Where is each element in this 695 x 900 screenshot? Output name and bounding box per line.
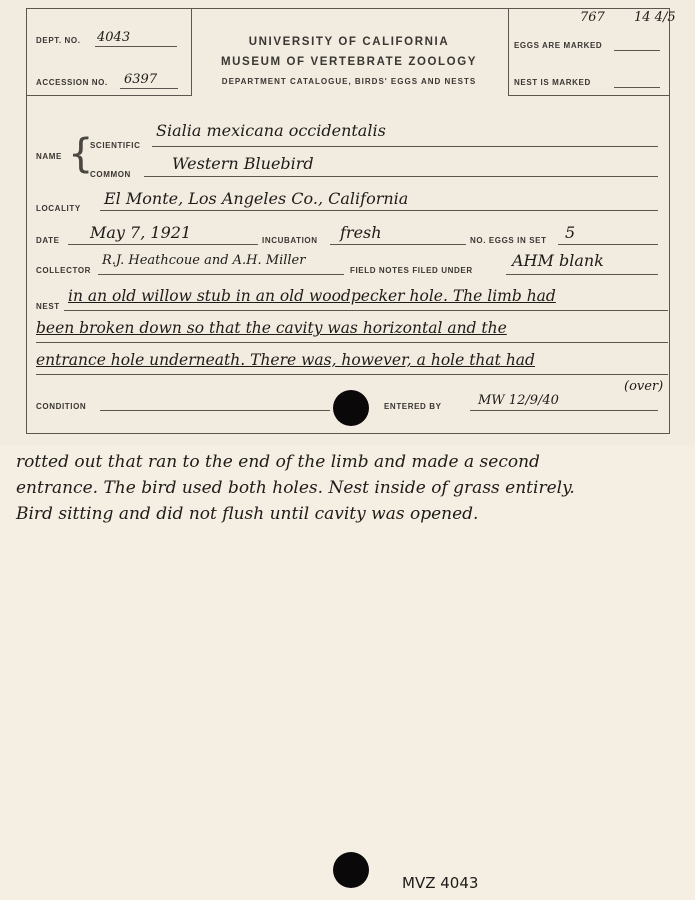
- field-notes-value: AHM blank: [512, 251, 604, 270]
- title-university: UNIVERSITY OF CALIFORNIA: [248, 36, 450, 48]
- scientific-line: [152, 146, 658, 147]
- common-line: [144, 176, 658, 177]
- incubation-label: INCUBATION: [262, 236, 318, 245]
- eggs-in-set-label: NO. EGGS IN SET: [470, 236, 547, 245]
- corner-number: 767: [580, 10, 605, 25]
- dept-no-label: DEPT. NO.: [36, 36, 81, 45]
- locality-value: El Monte, Los Angeles Co., California: [104, 189, 409, 208]
- incubation-value: fresh: [340, 223, 382, 242]
- entered-by-line: [470, 410, 658, 411]
- back-note-line-2: entrance. The bird used both holes. Nest inside of grass entirely.: [16, 478, 575, 498]
- name-brace: {: [68, 131, 94, 177]
- nest-line-2: been broken down so that the cavity was horizontal and the: [36, 319, 507, 337]
- common-label: COMMON: [90, 170, 131, 179]
- nest-rule-3: [36, 374, 668, 375]
- eggs-marked-line: [614, 50, 660, 51]
- back-note-line-1: rotted out that ran to the end of the limb and made a second: [16, 452, 540, 472]
- collector-label: COLLECTOR: [36, 266, 92, 275]
- field-notes-line: [506, 274, 658, 275]
- date-value: May 7, 1921: [90, 223, 192, 242]
- eggs-in-set-value: 5: [565, 223, 576, 242]
- title-department: DEPARTMENT CATALOGUE, BIRDS' EGGS AND NESTS: [221, 77, 477, 86]
- eggs-in-set-line: [558, 244, 658, 245]
- title-museum: MUSEUM OF VERTEBRATE ZOOLOGY: [220, 56, 478, 68]
- incubation-line: [330, 244, 466, 245]
- nest-line-1: in an old willow stub in an old woodpecker hole. The limb had: [68, 287, 556, 305]
- name-label: NAME: [36, 152, 62, 161]
- catalog-stamp: MVZ 4043: [402, 874, 479, 892]
- scientific-label: SCIENTIFIC: [90, 141, 141, 150]
- dept-no-line: [95, 46, 177, 47]
- common-value: Western Bluebird: [172, 154, 314, 173]
- date-line: [68, 244, 258, 245]
- nest-rule-2: [36, 342, 668, 343]
- accession-no-line: [120, 88, 178, 89]
- eggs-marked-label: EGGS ARE MARKED: [514, 41, 603, 50]
- condition-line: [100, 410, 330, 411]
- nest-rule-1: [64, 310, 668, 311]
- locality-line: [100, 210, 658, 211]
- collector-line: [98, 274, 344, 275]
- nest-marked-label: NEST IS MARKED: [514, 78, 591, 87]
- nest-marked-line: [614, 87, 660, 88]
- field-notes-label: FIELD NOTES FILED UNDER: [350, 266, 473, 275]
- condition-label: CONDITION: [36, 402, 87, 411]
- punch-hole-top: [333, 390, 369, 426]
- over-note: (over): [624, 379, 664, 394]
- scientific-value: Sialia mexicana occidentalis: [156, 121, 386, 140]
- dept-no-value: 4043: [97, 30, 131, 45]
- date-label: DATE: [36, 236, 60, 245]
- entered-by-label: ENTERED BY: [384, 402, 442, 411]
- punch-hole-bottom: [333, 852, 369, 888]
- accession-no-value: 6397: [124, 72, 158, 87]
- back-note-line-3: Bird sitting and did not flush until cavity was opened.: [16, 504, 479, 524]
- collector-value: R.J. Heathcoue and A.H. Miller: [102, 253, 306, 268]
- accession-no-label: ACCESSION NO.: [36, 78, 108, 87]
- corner-fraction: 14 4/5: [634, 10, 676, 25]
- entered-by-value: MW 12/9/40: [478, 393, 559, 408]
- locality-label: LOCALITY: [36, 204, 81, 213]
- nest-line-3: entrance hole underneath. There was, however, a hole that had: [36, 351, 535, 369]
- nest-label: NEST: [36, 302, 60, 311]
